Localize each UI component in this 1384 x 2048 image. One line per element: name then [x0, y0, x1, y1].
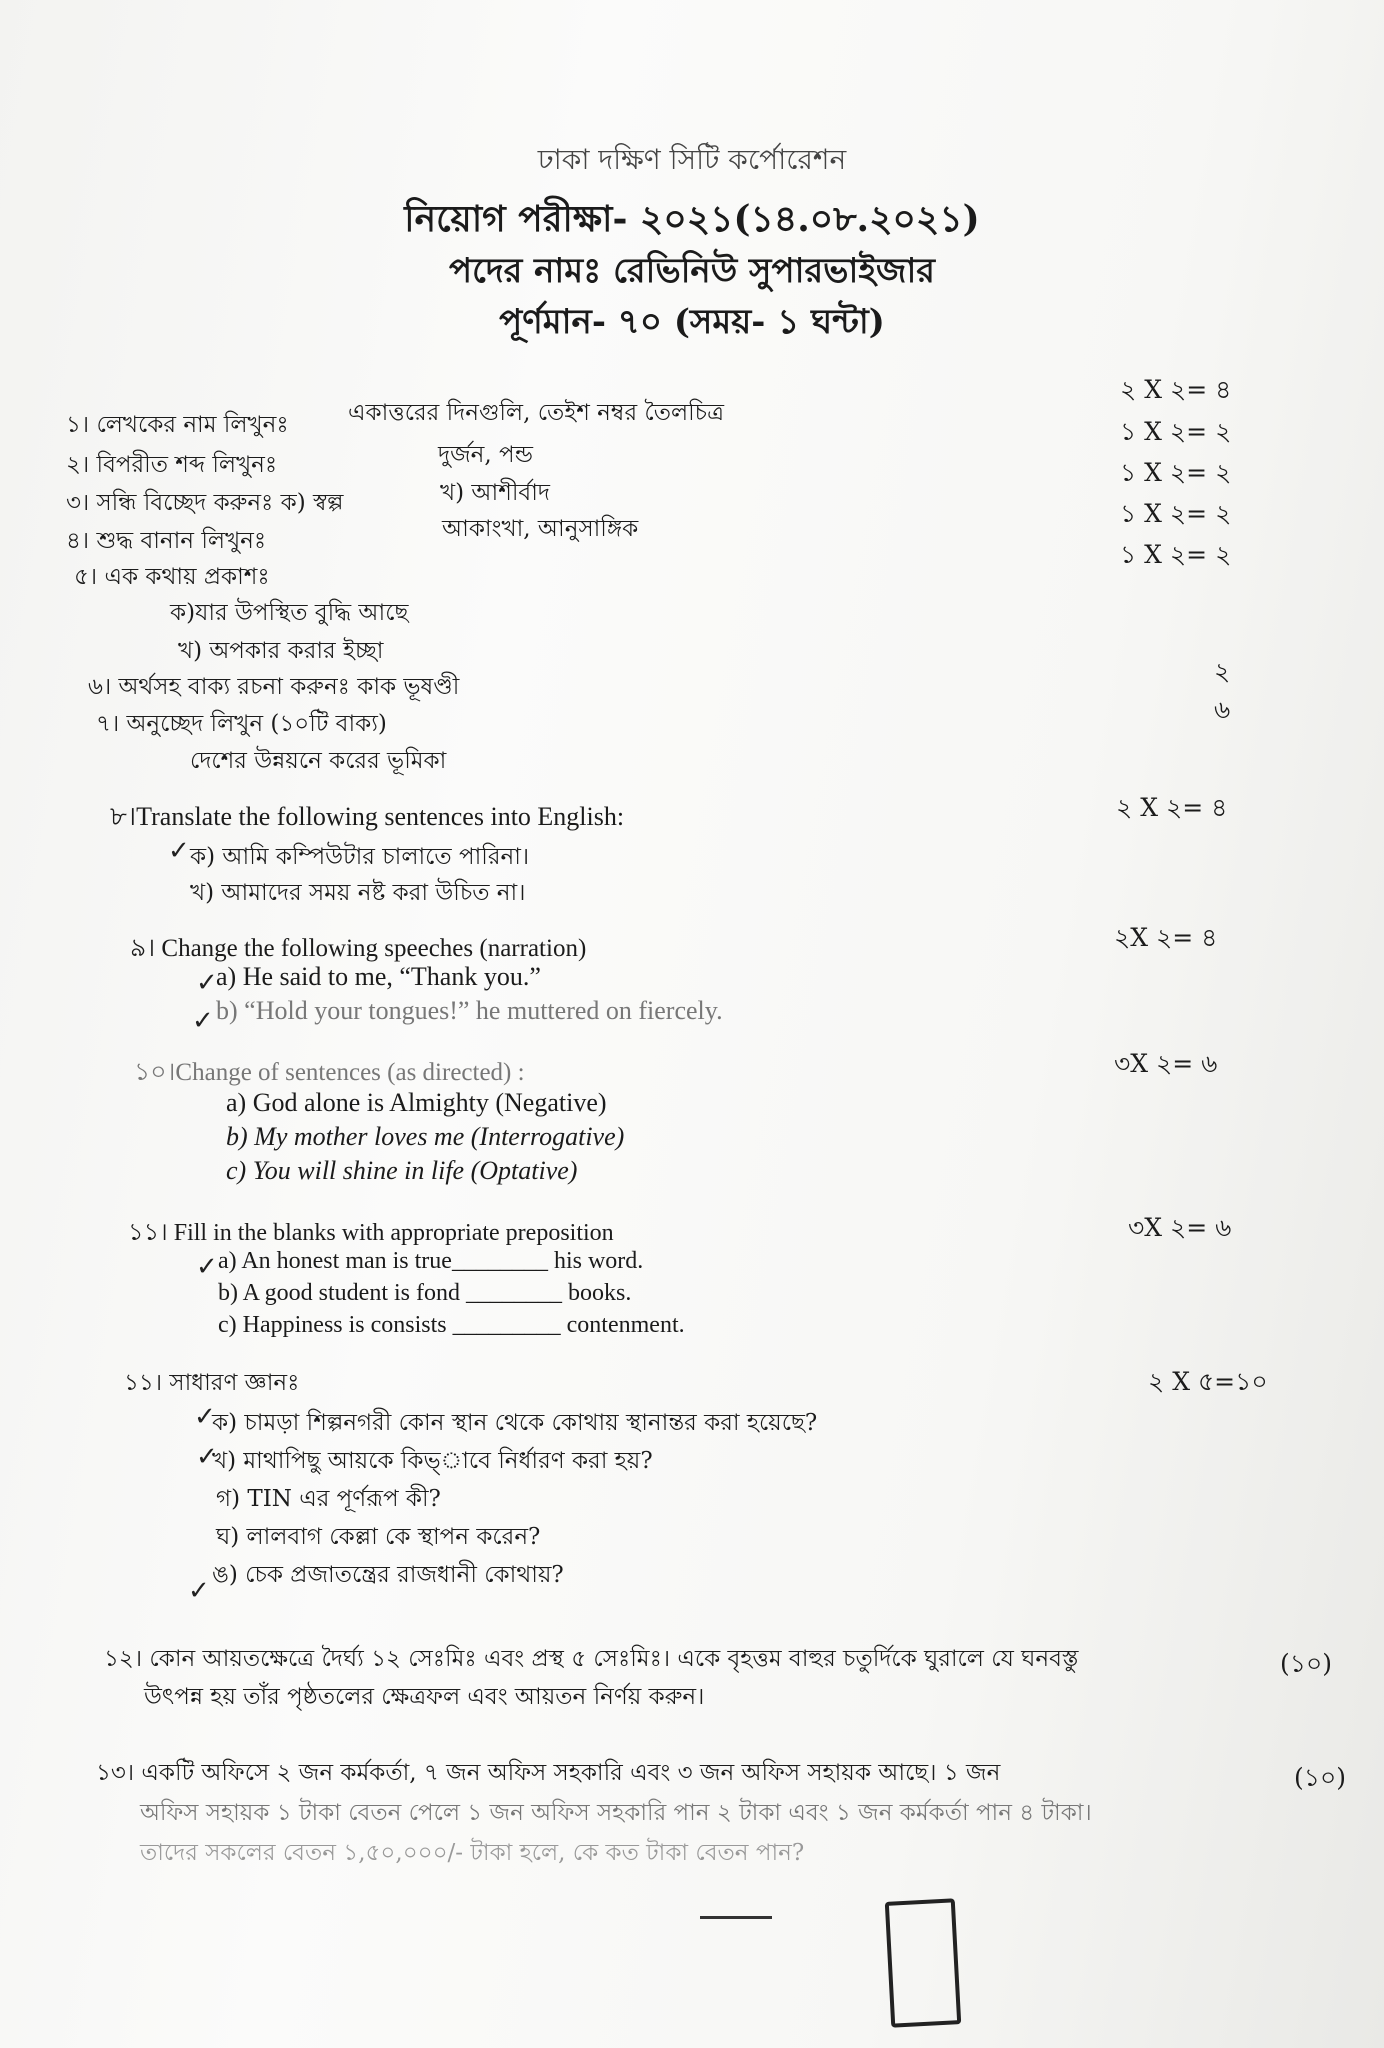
q3-label: ৩। সন্ধি বিচ্ছেদ করুনঃ ক) স্বল্প: [66, 490, 344, 516]
tick-mark-icon: ✓: [196, 968, 218, 998]
tick-mark-icon: ✓: [168, 836, 190, 866]
q3-marks: ১ X ২= ২: [1120, 458, 1232, 487]
q10-item-c: c) You will shine in life (Optative): [226, 1156, 578, 1185]
tick-mark-icon: ✓: [196, 1442, 218, 1472]
q10-item-a: a) God alone is Almighty (Negative): [226, 1088, 607, 1117]
q11-label: ১১। Fill in the blanks with appropriate preposition: [128, 1220, 614, 1246]
q13-line3: তাদের সকলের বেতন ১,৫০,০০০/- টাকা হলে, কে কত টাকা বেতন পান?: [140, 1840, 805, 1866]
q10-item-b: b) My mother loves me (Interrogative): [226, 1122, 625, 1151]
exam-title: নিয়োগ পরীক্ষা- ২০২১(১৪.০৮.২০২১): [404, 198, 980, 240]
q1-text: একাত্তরের দিনগুলি, তেইশ নম্বর তৈলচিত্র: [348, 400, 724, 426]
q11b-item-c: গ) TIN এর পূর্ণরূপ কী?: [216, 1486, 441, 1512]
tick-mark-icon: ✓: [188, 1576, 210, 1606]
q4-label: ৪। শুদ্ধ বানান লিখুনঃ: [66, 528, 267, 554]
q3-text: খ) আশীর্বাদ: [440, 480, 550, 506]
q11b-item-e: ঙ) চেক প্রজাতন্ত্রের রাজধানী কোথায়?: [212, 1562, 564, 1588]
q11-item-a: a) An honest man is true________ his word.: [218, 1248, 644, 1274]
q2-text: দুর্জন, পন্ড: [438, 442, 533, 468]
q9-item-a: a) He said to me, “Thank you.”: [216, 962, 541, 991]
q13-line2: অফিস সহায়ক ১ টাকা বেতন পেলে ১ জন অফিস সহকারি পান ২ টাকা এবং ১ জন কর্মকর্তা পান ৪ টাকা।: [140, 1800, 1092, 1826]
q2-marks: ১ X ২= ২: [1120, 417, 1232, 446]
q5-label: ৫। এক কথায় প্রকাশঃ: [74, 564, 270, 590]
q11-item-c: c) Happiness is consists _________ contenment.: [218, 1312, 685, 1338]
q10-marks: ৩X ২= ৬: [1114, 1049, 1218, 1078]
post-name: পদের নামঃ রেভিনিউ সুপারভাইজার: [449, 251, 935, 291]
q2-label: ২। বিপরীত শব্দ লিখুনঃ: [66, 452, 278, 478]
q9-marks: ২X ২= ৪: [1114, 923, 1218, 952]
q8-item-a: ক) আমি কম্পিউটার চালাতে পারিনা।: [190, 844, 530, 870]
handwritten-dash: [700, 1916, 772, 1919]
q8-label: ৮।Translate the following sentences into English:: [110, 802, 625, 831]
q13-marks: (১০): [1294, 1763, 1346, 1792]
q1-marks: ২ X ২= ৪: [1120, 375, 1232, 404]
q8-marks: ২ X ২= ৪: [1116, 793, 1228, 822]
q10-label: ১০।Change of sentences (as directed) :: [134, 1059, 525, 1086]
q7-marks: ৬: [1214, 695, 1231, 724]
q9-label: ৯। Change the following speeches (narration): [130, 935, 587, 962]
q11b-label: ১১। সাধারণ জ্ঞানঃ: [124, 1370, 300, 1396]
q12-line1: ১২। কোন আয়তক্ষেত্রে দৈর্ঘ্য ১২ সেঃমিঃ এবং প্রস্থ ৫ সেঃমিঃ। একে বৃহত্তম বাহুর চতুর্দিকে ঘুরালে যে ঘনবস্তু: [104, 1646, 1079, 1672]
q4-marks: ১ X ২= ২: [1120, 499, 1232, 528]
q6-label: ৬। অর্থসহ বাক্য রচনা করুনঃ কাক ভূষণ্ডী: [88, 674, 460, 700]
q12-marks: (১০): [1280, 1649, 1332, 1678]
q9-item-b: b) “Hold your tongues!” he muttered on fiercely.: [216, 996, 723, 1025]
q4-text: আকাংখা, আনুসাঙ্গিক: [442, 516, 639, 542]
q11-marks: ৩X ২= ৬: [1128, 1213, 1232, 1242]
q11b-item-d: ঘ) লালবাগ কেল্লা কে স্থাপন করেন?: [216, 1524, 541, 1550]
organization-name: ঢাকা দক্ষিণ সিটি কর্পোরেশন: [537, 143, 847, 176]
q7-topic: দেশের উন্নয়নে করের ভূমিকা: [190, 748, 447, 774]
tick-mark-icon: ✓: [194, 1402, 216, 1432]
tick-mark-icon: ✓: [192, 1006, 214, 1036]
q11-item-b: b) A good student is fond ________ books.: [218, 1280, 632, 1306]
q5-marks: ১ X ২= ২: [1120, 540, 1232, 569]
q6-marks: ২: [1214, 657, 1231, 686]
q8-item-b: খ) আমাদের সময় নষ্ট করা উচিত না।: [190, 880, 526, 906]
q12-line2: উৎপন্ন হয় তাঁর পৃষ্ঠতলের ক্ষেত্রফল এবং আয়তন নির্ণয় করুন।: [144, 1684, 705, 1710]
q11b-item-b: খ) মাথাপিছু আয়কে কিভ্াবে নির্ধারণ করা হয়?: [212, 1448, 653, 1474]
tick-mark-icon: ✓: [196, 1252, 218, 1282]
q11b-marks: ২ X ৫=১০: [1148, 1367, 1268, 1396]
q13-line1: ১৩। একটি অফিসে ২ জন কর্মকর্তা, ৭ জন অফিস সহকারি এবং ৩ জন অফিস সহায়ক আছে। ১ জন: [96, 1760, 1001, 1786]
q7-label: ৭। অনুচ্ছেদ লিখুন (১০টি বাক্য): [96, 711, 387, 737]
full-marks-time: পূর্ণমান- ৭০ (সময়- ১ ঘন্টা): [499, 302, 885, 342]
handwritten-box: [885, 1898, 961, 2027]
q1-label: ১। লেখকের নাম লিখুনঃ: [66, 412, 289, 438]
q5-item-b: খ) অপকার করার ইচ্ছা: [178, 638, 384, 664]
q5-item-a: ক)যার উপস্থিত বুদ্ধি আছে: [170, 600, 409, 626]
q11b-item-a: ক) চামড়া শিল্পনগরী কোন স্থান থেকে কোথায় স্থানান্তর করা হয়েছে?: [212, 1410, 818, 1436]
